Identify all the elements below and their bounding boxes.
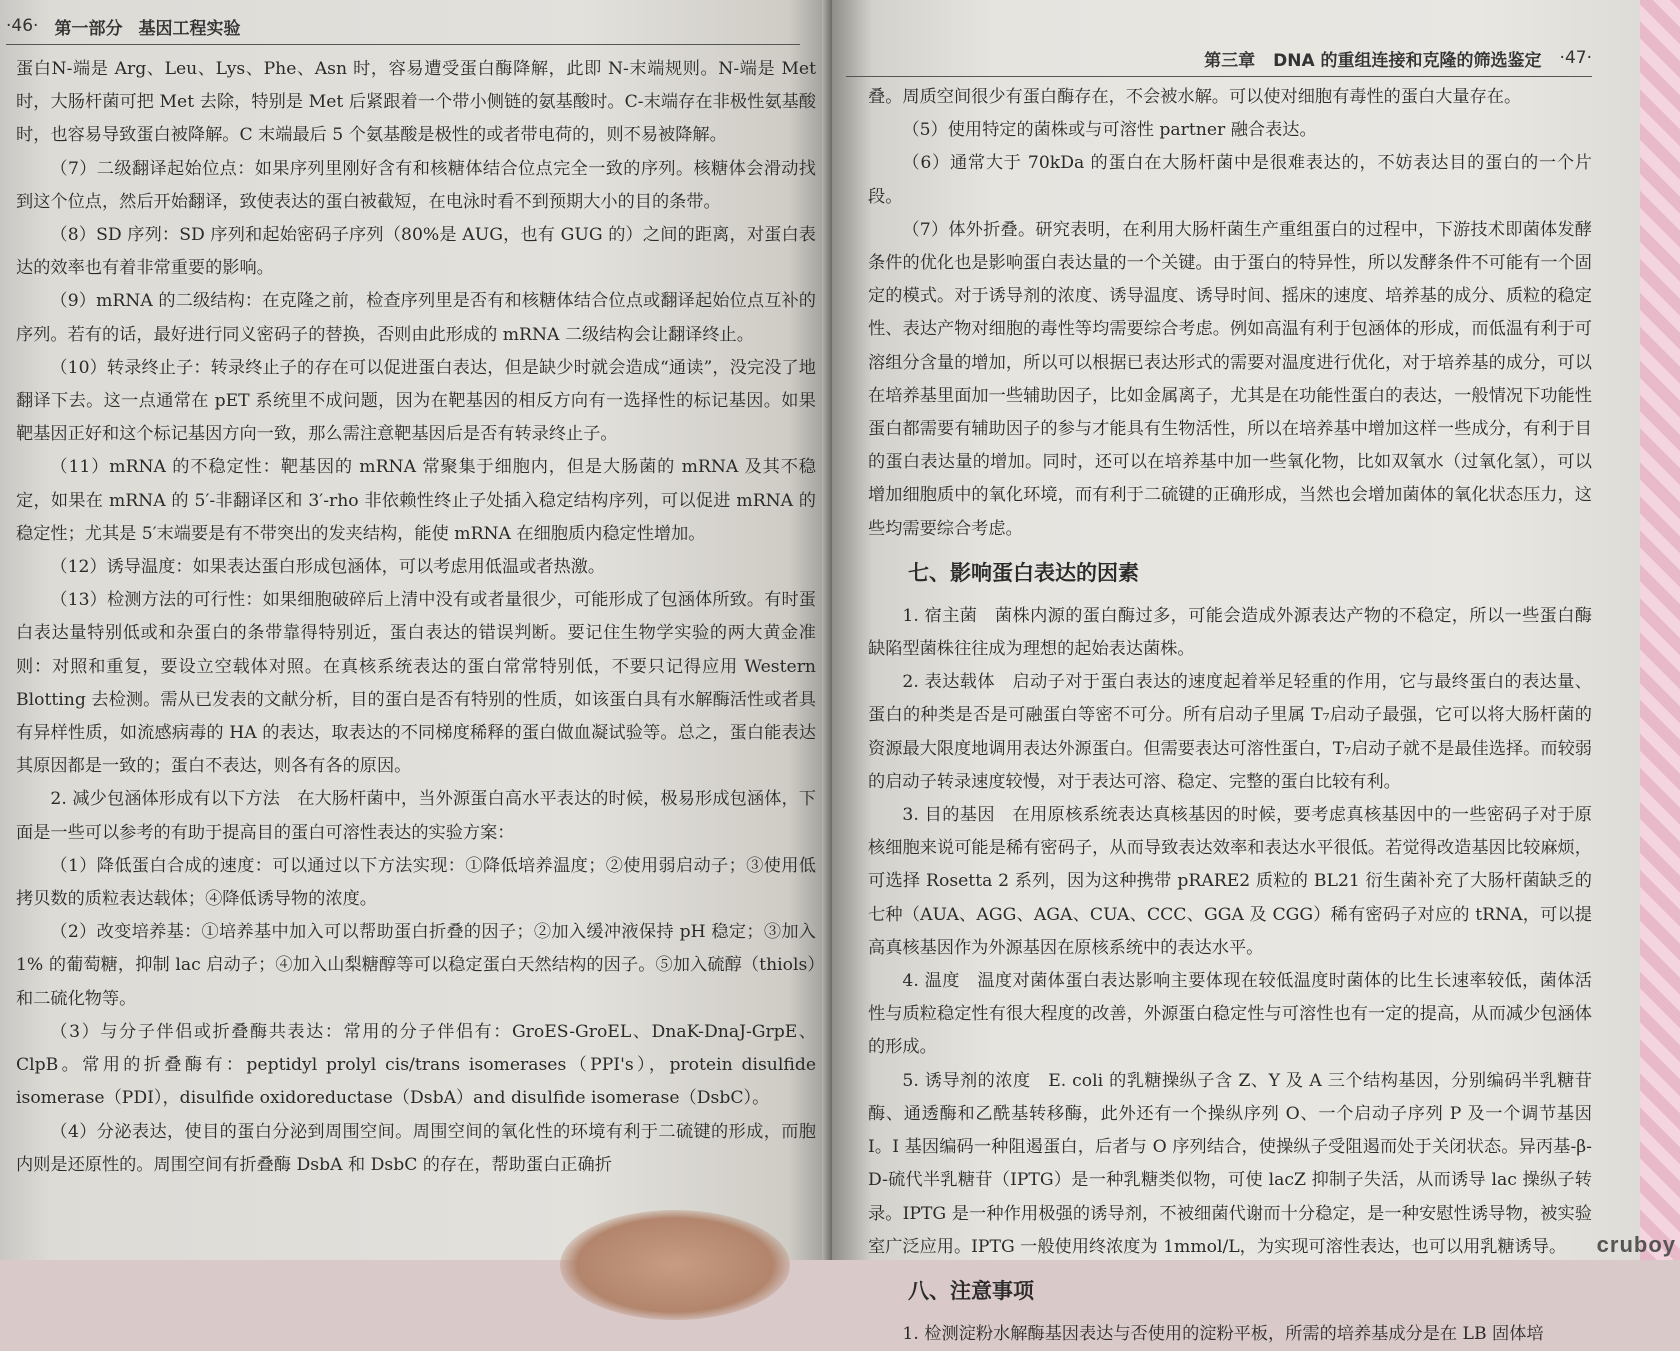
paragraph: （9）mRNA 的二级结构：在克隆之前，检查序列里是否有和核糖体结合位点或翻译起始位点互补的序列。若有的话，最好进行同义密码子的替换，否则由此形成的 mRNA 二级结构会让翻译终止。 <box>16 291 816 345</box>
section-title: 八、注意事项 <box>908 1278 1034 1303</box>
paragraph: （6）通常大于 70kDa 的蛋白在大肠杆菌中是很难表达的，不妨表达目的蛋白的一个片段。 <box>868 153 1592 207</box>
left-page <box>0 0 830 1260</box>
left-page-title: 基因工程实验 <box>138 18 241 39</box>
paragraph: （1）降低蛋白合成的速度：可以通过以下方法实现：①降低培养温度；②使用弱启动子；③使用低拷贝数的质粒表达载体；④降低诱导物的浓度。 <box>16 855 816 910</box>
right-page-body <box>868 81 1592 1351</box>
paragraph: （7）体外折叠。研究表明，在利用大肠杆菌生产重组蛋白的过程中，下游技术即菌体发酵条件的优化也是影响蛋白表达量的一个关键。由于蛋白的特异性，所以发酵条件不可能有一个固定的模式。对于诱导剂的浓度、诱导温度、诱导时间、摇床的速度、培养基的成分、质粒的稳定性、表达产物对细胞的毒性等均需要综合考虑。例如高温有利于包涵体的形成，而低温有利于可溶组分含量的增加，所以可以根据已表达形式的需要对温度进行优化，对于培养基的成分，可以在培养基里面加一些辅助因子，比如金属离子，尤其是在功能性蛋白的表达，一般情况下功能性蛋白都需要有辅助因子的参与才能具有生物活性，所以在培养基中增加这样一些成分，有利于目的蛋白表达量的增加。同时，还可以在培养基中加一些氧化物，比如双氧水（过氧化氢），可以增加细胞质中的氧化环境，而有利于二硫键的正确形成，当然也会增加菌体的氧化状态压力，这些均需要综合考虑。 <box>868 219 1592 539</box>
paragraph: 5. 诱导剂的浓度 E. coli 的乳糖操纵子含 Z、Y 及 A 三个结构基因，分别编码半乳糖苷酶、通透酶和乙酰基转移酶，此外还有一个操纵序列 O、一个启动子序列 P 及一个调节基因 I。I 基因编码一种阻遏蛋白，后者与 O 序列结合，使操纵子受阻遏而处于关闭状态。异丙基-β-D-硫代半乳糖苷（IPTG）是一种乳糖类似物，可使 lacZ 抑制子失活，从而诱导 lac 操纵子转录。IPTG 是一种作用极强的诱导剂，不被细菌代谢而十分稳定，是一种安慰性诱导物，被实验室广泛应用。IPTG 一般使用终浓度为 1mmol/L，为实现可溶性表达，也可以用乳糖诱导。 <box>868 1070 1592 1257</box>
paragraph: （11）mRNA 的不稳定性：靶基因的 mRNA 常聚集于细胞内，但是大肠菌的 mRNA 及其不稳定，如果在 mRNA 的 5′-非翻译区和 3′-rho 非依赖性终止子处插入稳定结构序列，可以促进 mRNA 的稳定性；尤其是 5′末端要是有不带突出的发夹结构，能使 mRNA 在细胞质内稳定性增加。 <box>16 457 816 544</box>
left-page-number: ·46· <box>6 16 39 36</box>
paragraph: 4. 温度 温度对菌体蛋白表达影响主要体现在较低温度时菌体的比生长速率较低，菌体活性与质粒稳定性有很大程度的改善，外源蛋白稳定性与可溶性也有一定的提高，从而减少包涵体的形成。 <box>868 971 1592 1058</box>
paragraph: 叠。周质空间很少有蛋白酶存在，不会被水解。可以使对细胞有毒性的蛋白大量存在。 <box>868 87 1522 107</box>
paragraph: （13）检测方法的可行性：如果细胞破碎后上清中没有或者量很少，可能形成了包涵体所致。有时蛋白表达量特别低或和杂蛋白的条带靠得特别近，蛋白表达的错误判断。要记住生物学实验的两大黄金准则：对照和重复，要设立空载体对照。在真核系统表达的蛋白常常特别低，不要只记得应用 Western Blotting 去检测。需从已发表的文献分析，目的蛋白是否有特别的性质，如该蛋白具有水解酶活性或者具有异样性质，如流感病毒的 HA 的表达，取表达的不同梯度稀释的蛋白做血凝试验等。总之，蛋白能表达其原因都是一致的；蛋白不表达，则各有各的原因。 <box>16 590 816 777</box>
watermark: cruboy <box>1596 1232 1676 1257</box>
paragraph: 蛋白N-端是 Arg、Leu、Lys、Phe、Asn 时，容易遭受蛋白酶降解，此即 N-末端规则。N-端是 Met 时，大肠杆菌可把 Met 去除，特别是 Met 后紧跟着一个带小侧链的氨基酸时。C-末端存在非极性氨基酸时，也容易导致蛋白被降解。C 末端最后 5 个氨基酸是极性的或者带电荷的，则不易被降解。 <box>16 59 816 146</box>
paragraph: 1. 检测淀粉水解酶基因表达与否使用的淀粉平板，所需的培养基成分是在 LB 固体培 <box>902 1323 1544 1344</box>
paragraph: （10）转录终止子：转录终止子的存在可以促进蛋白表达，但是缺少时就会造成“通读”，没完没了地翻译下去。这一点通常在 pET 系统里不成问题，因为在靶基因的相反方向有一选择性的标记基因。如果靶基因正好和这个标记基因方向一致，那么需注意靶基因后是否有转录终止子。 <box>16 357 816 445</box>
right-page-chapter: 第三章 <box>1204 50 1256 71</box>
thumb <box>560 1210 790 1320</box>
paragraph: （4）分泌表达，使目的蛋白分泌到周围空间。周围空间的氧化性的环境有利于二硫键的形成，而胞内则是还原性的。周围空间有折叠酶 DsbA 和 DsbC 的存在，帮助蛋白正确折 <box>16 1121 816 1175</box>
right-page <box>832 0 1640 1344</box>
paragraph: （8）SD 序列：SD 序列和起始密码子序列（80%是 AUG，也有 GUG 的）之间的距离，对蛋白表达的效率也有着非常重要的影响。 <box>16 225 816 279</box>
left-page-header <box>6 12 800 45</box>
paragraph: 2. 表达载体 启动子对于蛋白表达的速度起着举足轻重的作用，它与最终蛋白的表达量、蛋白的种类是否是可融蛋白等密不可分。所有启动子里属 T₇启动子最强，它可以将大肠杆菌的资源最大限度地调用表达外源蛋白。但需要表达可溶性蛋白，T₇启动子就不是最佳选择。而较弱的启动子转录速度较慢，对于表达可溶、稳定、完整的蛋白比较有利。 <box>868 672 1592 792</box>
paragraph: （7）二级翻译起始位点：如果序列里刚好含有和核糖体结合位点完全一致的序列。核糖体会滑动找到这个位点，然后开始翻译，致使表达的蛋白被截短，在电泳时看不到预期大小的目的条带。 <box>16 158 816 212</box>
right-page-header <box>846 44 1592 77</box>
right-page-title: DNA 的重组连接和克隆的筛选鉴定 <box>1273 50 1542 71</box>
paragraph: （2）改变培养基：①培养基中加入可以帮助蛋白折叠的因子；②加入缓冲液保持 pH 稳定；③加入 1% 的葡萄糖，抑制 lac 启动子；④加入山梨糖醇等可以稳定蛋白天然结构的因子。⑤加入硫醇（thiols）和二硫化物等。 <box>16 922 816 1009</box>
paragraph: 3. 目的基因 在用原核系统表达真核基因的时候，要考虑真核基因中的一些密码子对于原核细胞来说可能是稀有密码子，从而导致表达效率和表达水平很低。若觉得改造基因比较麻烦，可选择 Rosetta 2 系列，因为这种携带 pRARE2 质粒的 BL21 衍生菌补充了大肠杆菌缺乏的七种（AUA、AGG、AGA、CUA、CCC、GGA 及 CGG）稀有密码子对应的 tRNA，可以提高真核基因作为外源基因在原核系统中的表达水平。 <box>868 805 1592 958</box>
paragraph: 1. 宿主菌 菌株内源的蛋白酶过多，可能会造成外源表达产物的不稳定，所以一些蛋白酶缺陷型菌株往往成为理想的起始表达菌株。 <box>868 605 1592 660</box>
paragraph: 2. 减少包涵体形成有以下方法 在大肠杆菌中，当外源蛋白高水平表达的时候，极易形成包涵体，下面是一些可以参考的有助于提高目的蛋白可溶性表达的实验方案： <box>16 789 816 843</box>
left-page-part: 第一部分 <box>54 18 123 39</box>
right-page-number: ·47· <box>1559 48 1592 68</box>
paragraph: （5）使用特定的菌株或与可溶性 partner 融合表达。 <box>902 120 1317 141</box>
left-page-body <box>16 53 816 1182</box>
section-title: 七、影响蛋白表达的因素 <box>908 560 1139 585</box>
paragraph: （3）与分子伴侣或折叠酶共表达：常用的分子伴侣有：GroES-GroEL、DnaK-DnaJ-GrpE、ClpB。常用的折叠酶有：peptidyl prolyl cis/trans isomerases（PPI's），protein disulfide isomerase（PDI），disulfide oxidoreductase（DsbA）and disulfide isomerase（DsbC）。 <box>16 1021 816 1109</box>
paragraph: （12）诱导温度：如果表达蛋白形成包涵体，可以考虑用低温或者热激。 <box>50 557 606 578</box>
background-fabric <box>1640 0 1680 1260</box>
